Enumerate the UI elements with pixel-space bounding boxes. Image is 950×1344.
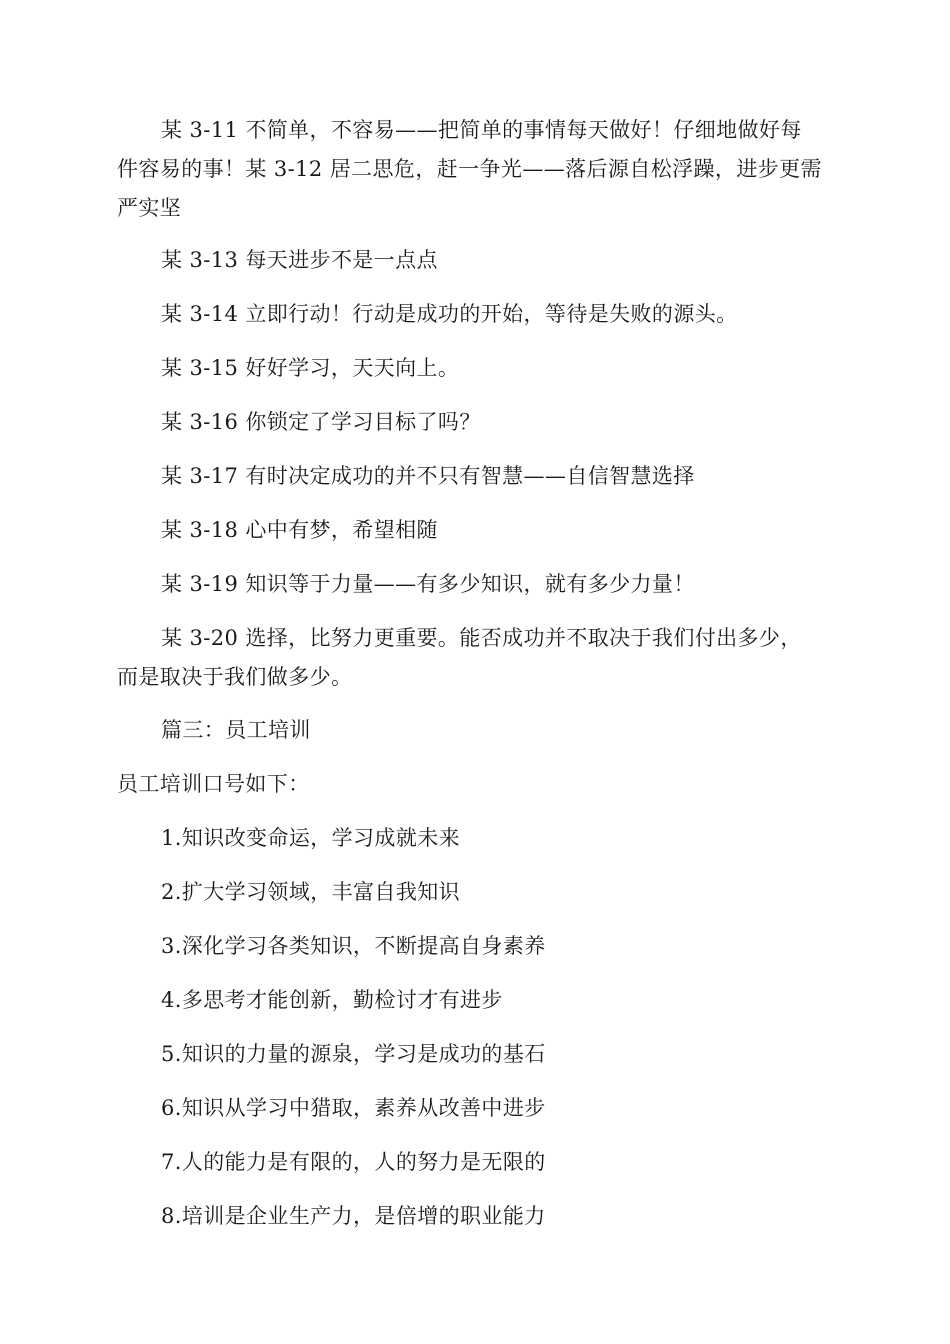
intro-text: 员工培训口号如下： [117,772,310,796]
paragraph-3-16: 某 3-16 你锁定了学习目标了吗？ [161,410,481,434]
paragraph-3-20: 某 3-20 选择，比努力更重要。能否成功并不取决于我们付出多少，而是取决于我们做多少。 [117,626,802,689]
paragraph-3-18: 某 3-18 心中有梦，希望相随 [161,518,438,542]
paragraph-3-14: 某 3-14 立即行动！行动是成功的开始，等待是失败的源头。 [161,302,738,326]
slogan-item: 4.多思考才能创新，勤检讨才有进步 [161,988,503,1012]
slogan-item: 8.培训是企业生产力，是倍增的职业能力 [161,1204,546,1228]
slogan-item: 3.深化学习各类知识，不断提高自身素养 [161,934,546,958]
slogan-item: 2.扩大学习领域，丰富自我知识 [161,880,461,904]
paragraph-3-13: 某 3-13 每天进步不是一点点 [161,248,438,272]
slogan-item: 5.知识的力量的源泉，学习是成功的基石 [161,1042,546,1066]
slogan-item: 1.知识改变命运，学习成就未来 [161,826,461,850]
paragraph-3-19: 某 3-19 知识等于力量——有多少知识，就有多少力量！ [161,572,695,596]
paragraph-3-11: 某 3-11 不简单，不容易——把简单的事情每天做好！仔细地做好每件容易的事！某 3-12 居二思危，赶一争光——落后源自松浮躁，进步更需严实坚 [117,118,822,220]
slogan-item: 6.知识从学习中猎取，素养从改善中进步 [161,1096,546,1120]
section-title: 篇三：员工培训 [161,718,311,742]
paragraph-3-17: 某 3-17 有时决定成功的并不只有智慧——自信智慧选择 [161,464,695,488]
slogan-item: 7.人的能力是有限的，人的努力是无限的 [161,1150,546,1174]
paragraph-3-15: 某 3-15 好好学习，天天向上。 [161,356,460,380]
